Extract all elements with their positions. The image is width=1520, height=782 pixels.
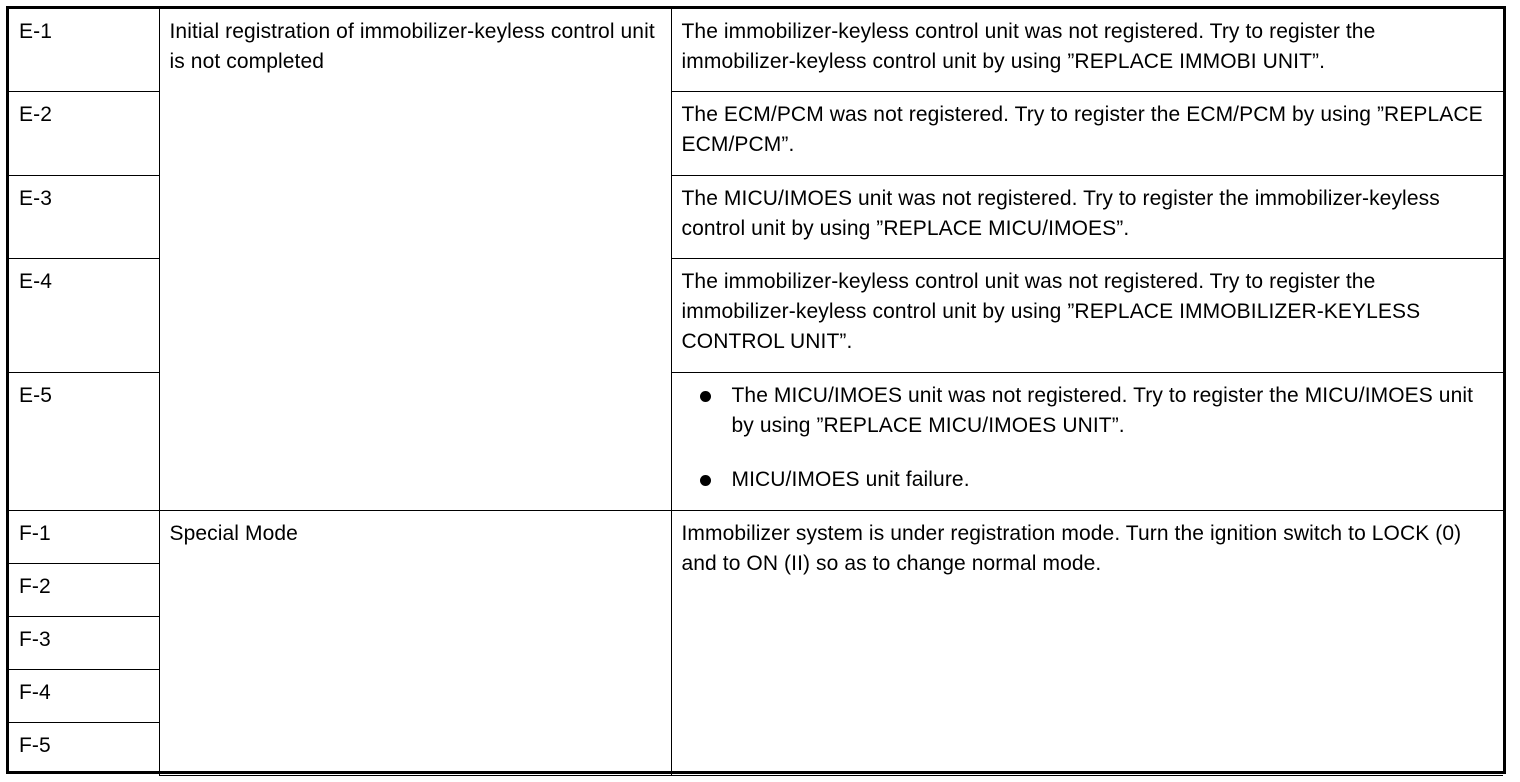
action-cell: The immobilizer-keyless control unit was not registered. Try to register the immobilizer-keyless control unit by using ”REPLACE IMMOBI UNIT”. [671,9,1503,91]
bullet-text: MICU/IMOES unit failure. [731,467,970,491]
action-cell [671,372,1503,510]
table-row [9,510,1503,563]
code-cell: E-4 [9,258,159,372]
action-cell: Immobilizer system is under registration mode. Turn the ignition switch to LOCK (0) and to ON (II) so as to change normal mode. [671,510,1503,775]
code-cell: F-5 [9,722,159,775]
list-item [682,381,1494,441]
bullet-icon [700,391,711,402]
code-cell: E-5 [9,372,159,510]
bullet-text: The MICU/IMOES unit was not registered. Try to register the MICU/IMOES unit by using ”REPLACE MICU/IMOES UNIT”. [731,383,1474,437]
code-table [9,9,1503,776]
code-cell: E-2 [9,91,159,175]
bullet-icon [700,475,711,486]
action-cell: The ECM/PCM was not registered. Try to register the ECM/PCM by using ”REPLACE ECM/PCM”. [671,91,1503,175]
list-item [682,465,1494,495]
description-cell: Initial registration of immobilizer-keyless control unit is not completed [159,9,671,510]
description-cell: Special Mode [159,510,671,775]
code-cell: E-1 [9,9,159,91]
bullet-list [682,381,1494,495]
code-cell: F-1 [9,510,159,563]
table-row [9,9,1503,91]
action-cell: The immobilizer-keyless control unit was not registered. Try to register the immobilizer-keyless control unit by using ”REPLACE IMMOBILIZER-KEYLESS CONTROL UNIT”. [671,258,1503,372]
code-table-frame [6,6,1506,774]
code-cell: F-2 [9,563,159,616]
code-cell: E-3 [9,175,159,258]
action-cell: The MICU/IMOES unit was not registered. Try to register the immobilizer-keyless control unit by using ”REPLACE MICU/IMOES”. [671,175,1503,258]
code-cell: F-4 [9,669,159,722]
code-cell: F-3 [9,616,159,669]
